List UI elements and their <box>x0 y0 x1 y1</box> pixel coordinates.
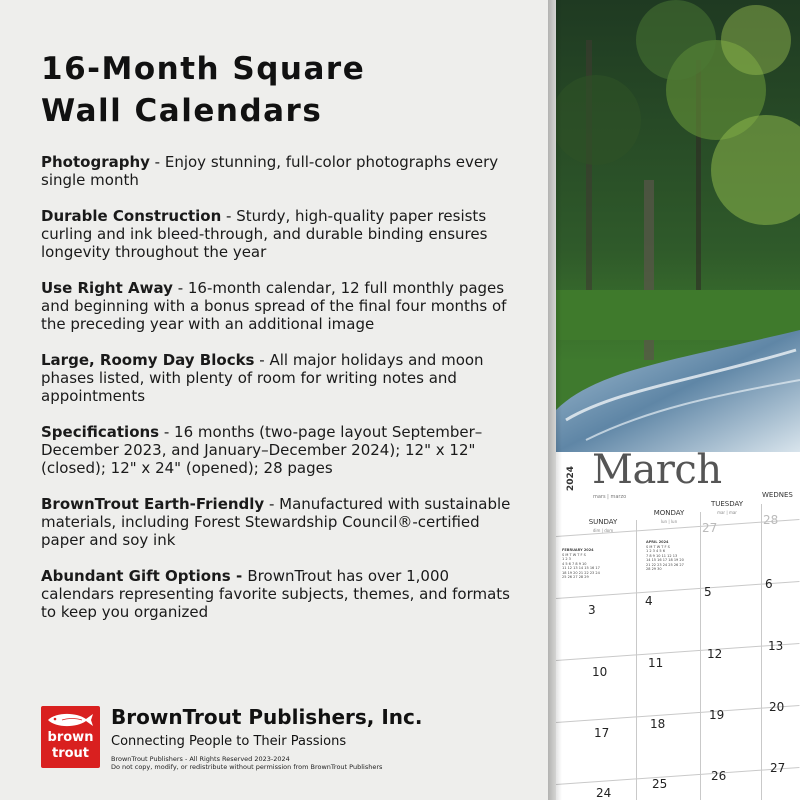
day-number: 10 <box>592 665 608 679</box>
day-number: 3 <box>588 603 596 617</box>
mini-calendar-row: 14 15 16 17 18 19 20 <box>646 558 684 562</box>
feature-desc: - 16-month calendar, 12 full monthly pages and beginning with a bonus spread of the final four months of the preceding year with an additional image <box>41 279 507 333</box>
logo-word-trout: trout <box>51 746 90 761</box>
feature-title: BrownTrout Earth-Friendly <box>41 495 265 513</box>
mini-calendar-row: 1 2 3 4 5 6 <box>646 549 665 553</box>
calendar-month-translation: mars | marzo <box>593 494 627 500</box>
publisher-name: BrownTrout Publishers, Inc. <box>111 705 423 729</box>
calendar-preview <box>548 0 800 800</box>
day-number: 12 <box>707 647 723 661</box>
feature-title: Durable Construction <box>41 207 222 225</box>
mini-calendar-head: S M T W T F S <box>646 544 670 549</box>
mini-calendar-row: 18 19 20 21 22 23 24 <box>562 570 600 575</box>
day-number: 5 <box>704 585 712 599</box>
day-number: 4 <box>645 594 653 608</box>
feature-item <box>41 207 511 261</box>
weekday-tuesday-sub: mar | mar <box>717 510 737 515</box>
mini-calendar-title: APRIL 2024 <box>646 540 669 544</box>
day-number: 17 <box>594 726 610 740</box>
mini-calendar-row: 21 22 23 24 25 26 27 <box>646 562 684 567</box>
weekday-sunday-sub: dim | dom <box>592 528 614 533</box>
calendar-year: 2024 <box>566 466 576 492</box>
copyright-notice <box>111 755 382 771</box>
mini-calendar-head: S M T W T F S <box>562 552 586 557</box>
weekday-sunday: SUNDAY <box>588 518 618 526</box>
month-grid-page <box>556 452 800 800</box>
forest-river-photo <box>556 0 800 452</box>
mini-calendar-february <box>562 548 630 580</box>
page-title <box>41 48 541 132</box>
day-number: 13 <box>768 639 784 653</box>
day-number: 11 <box>648 656 664 670</box>
mini-calendar-row: 4 5 6 7 8 9 10 <box>562 561 587 566</box>
feature-item <box>41 279 511 333</box>
mini-calendar-row: 1 2 3 <box>562 557 571 561</box>
weekday-monday-sub: lun | lun <box>660 519 678 524</box>
feature-item <box>41 423 511 477</box>
day-number: 27 <box>770 761 786 775</box>
feature-title: Photography <box>41 153 150 171</box>
feature-desc: - 16 months (two-page layout September–December 2023, and January–December 2024); 12" x 12" (closed); 12" x 24" (opened); 28 pages <box>41 423 483 477</box>
day-number: 27 <box>702 521 718 535</box>
day-number: 18 <box>650 717 666 731</box>
page-shadow <box>548 0 562 800</box>
mini-calendar-april <box>646 540 700 572</box>
publisher-footer <box>41 704 521 784</box>
feature-title: Use Right Away <box>41 279 173 297</box>
copyright-line-2: Do not copy, modify, or redistribute without permission from BrownTrout Publishers <box>111 763 383 771</box>
feature-list <box>41 153 511 639</box>
day-number: 20 <box>769 700 785 714</box>
trout-fish-icon <box>46 711 95 729</box>
feature-item <box>41 567 511 621</box>
day-number: 6 <box>765 577 773 591</box>
copyright-line-1: BrownTrout Publishers - All Rights Reserved 2023-2024 <box>111 755 290 763</box>
feature-item <box>41 153 511 189</box>
feature-desc: BrownTrout has over 1,000 calendars representing favorite subjects, themes, and formats to keep you organized <box>41 567 510 621</box>
day-number: 19 <box>709 708 725 722</box>
mini-calendar-row: 11 12 13 14 15 16 17 <box>562 566 600 570</box>
title-line-2: Wall Calendars <box>41 93 323 129</box>
feature-desc: - Enjoy stunning, full-color photographs every single month <box>41 153 499 189</box>
grid-line <box>700 512 701 800</box>
weekday-monday: MONDAY <box>653 509 685 517</box>
day-number: 28 <box>763 513 779 527</box>
browntrout-logo <box>41 706 100 768</box>
calendar-month: March <box>592 447 722 493</box>
feature-item <box>41 495 511 549</box>
day-number: 26 <box>711 769 727 783</box>
feature-item <box>41 351 511 405</box>
mini-calendar-row: 7 8 9 10 11 12 13 <box>646 553 678 558</box>
weekday-wednesday: WEDNES <box>762 491 793 499</box>
day-number: 24 <box>596 786 612 800</box>
feature-desc: - All major holidays and moon phases listed, with plenty of room for writing notes and appointments <box>41 351 484 405</box>
title-line-1: 16-Month Square <box>41 51 366 87</box>
grid-line <box>761 504 762 800</box>
mini-calendar-row: 25 26 27 28 29 <box>562 575 589 579</box>
feature-desc: - Sturdy, high-quality paper resists curling and ink bleed-through, and durable binding ensures longevity throughout the year <box>41 207 488 261</box>
day-number: 25 <box>652 777 668 791</box>
logo-word-brown: brown <box>47 730 94 745</box>
grid-line <box>636 520 637 800</box>
mini-calendar-row: 28 29 30 <box>646 567 662 571</box>
feature-desc: - Manufactured with sustainable materials, including Forest Stewardship Council®-certified paper and soy ink <box>41 495 511 549</box>
feature-title: Specifications <box>41 423 160 441</box>
feature-title: Abundant Gift Options - <box>41 567 248 585</box>
feature-title: Large, Roomy Day Blocks <box>41 351 255 369</box>
weekday-tuesday: TUESDAY <box>710 500 744 508</box>
mini-calendar-title: FEBRUARY 2024 <box>562 548 594 552</box>
publisher-tagline: Connecting People to Their Passions <box>111 734 347 749</box>
